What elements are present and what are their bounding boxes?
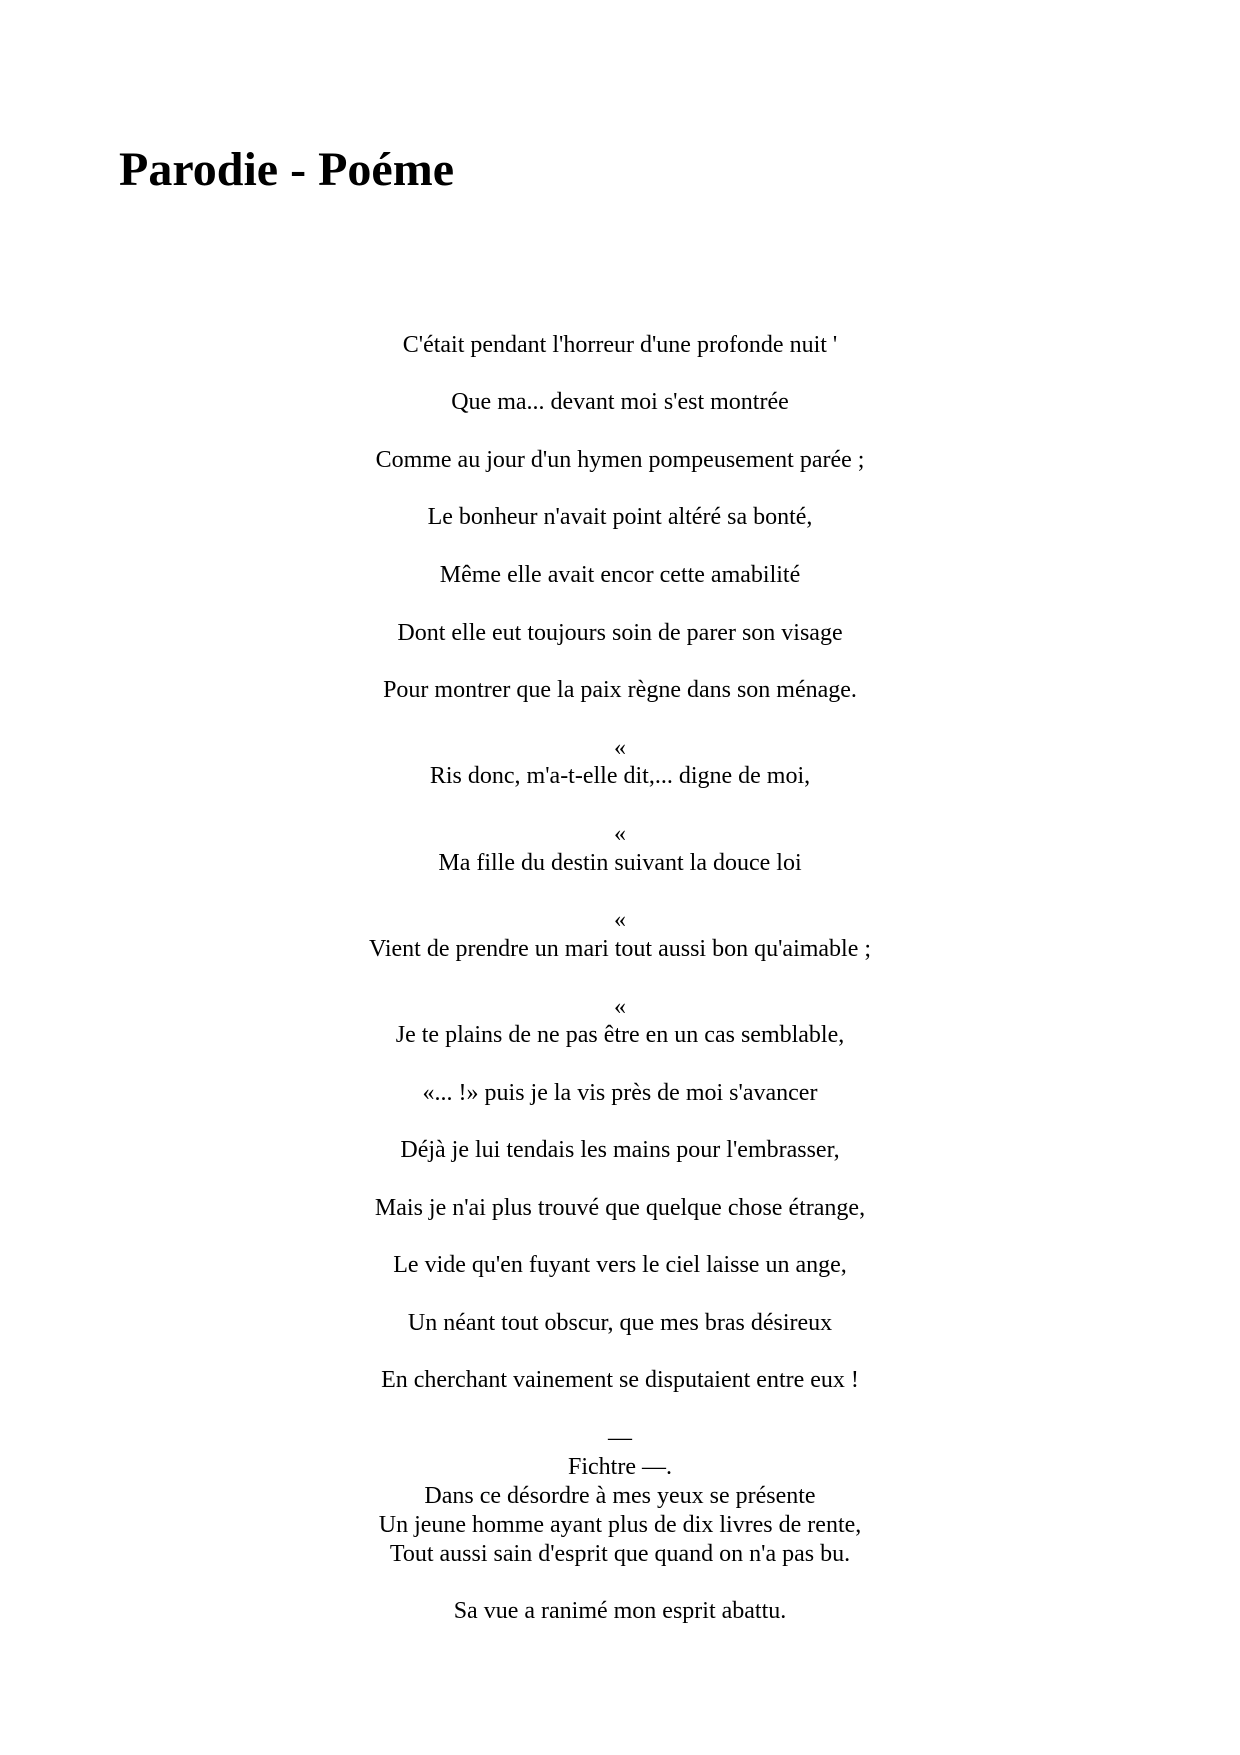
poem-line: Je te plains de ne pas être en un cas semblable,: [395, 1022, 845, 1048]
poem-line: Pour montrer que la paix règne dans son ménage.: [383, 677, 857, 703]
poem-line: Sa vue a ranimé mon esprit abattu.: [453, 1598, 787, 1624]
page-title: Parodie - Poéme: [119, 143, 454, 196]
poem-line: Ma fille du destin suivant la douce loi: [438, 850, 802, 876]
poem-line: Fichtre —.: [568, 1454, 672, 1480]
poem-line: Dans ce désordre à mes yeux se présente: [424, 1483, 816, 1509]
quote-mark: «: [614, 735, 626, 761]
poem-line: Un néant tout obscur, que mes bras désireux: [407, 1310, 833, 1336]
quote-mark: «: [614, 907, 626, 933]
poem-line: Comme au jour d'un hymen pompeusement parée ;: [375, 447, 865, 473]
poem-line: Le vide qu'en fuyant vers le ciel laisse un ange,: [393, 1252, 847, 1278]
quote-mark: «: [614, 821, 626, 847]
poem-line: En cherchant vainement se disputaient entre eux !: [381, 1367, 859, 1393]
poem-line: Tout aussi sain d'esprit que quand on n'a pas bu.: [389, 1541, 851, 1567]
poem-line: Déjà je lui tendais les mains pour l'embrasser,: [400, 1137, 840, 1163]
poem-line: Mais je n'ai plus trouvé que quelque chose étrange,: [374, 1195, 866, 1221]
poem-line: Le bonheur n'avait point altéré sa bonté,: [427, 504, 813, 530]
poem-line: «... !» puis je la vis près de moi s'avancer: [422, 1080, 818, 1106]
poem-line: Un jeune homme ayant plus de dix livres de rente,: [378, 1512, 862, 1538]
poem-line: Même elle avait encor cette amabilité: [439, 562, 801, 588]
poem-line: Vient de prendre un mari tout aussi bon qu'aimable ;: [368, 936, 872, 962]
poem-line: C'était pendant l'horreur d'une profonde nuit ': [402, 332, 838, 358]
dash-separator: —: [608, 1425, 632, 1451]
poem-line: Que ma... devant moi s'est montrée: [451, 389, 789, 415]
poem-line: Dont elle eut toujours soin de parer son visage: [397, 620, 843, 646]
poem-line: Ris donc, m'a-t-elle dit,... digne de moi,: [429, 763, 811, 789]
quote-mark: «: [614, 994, 626, 1020]
